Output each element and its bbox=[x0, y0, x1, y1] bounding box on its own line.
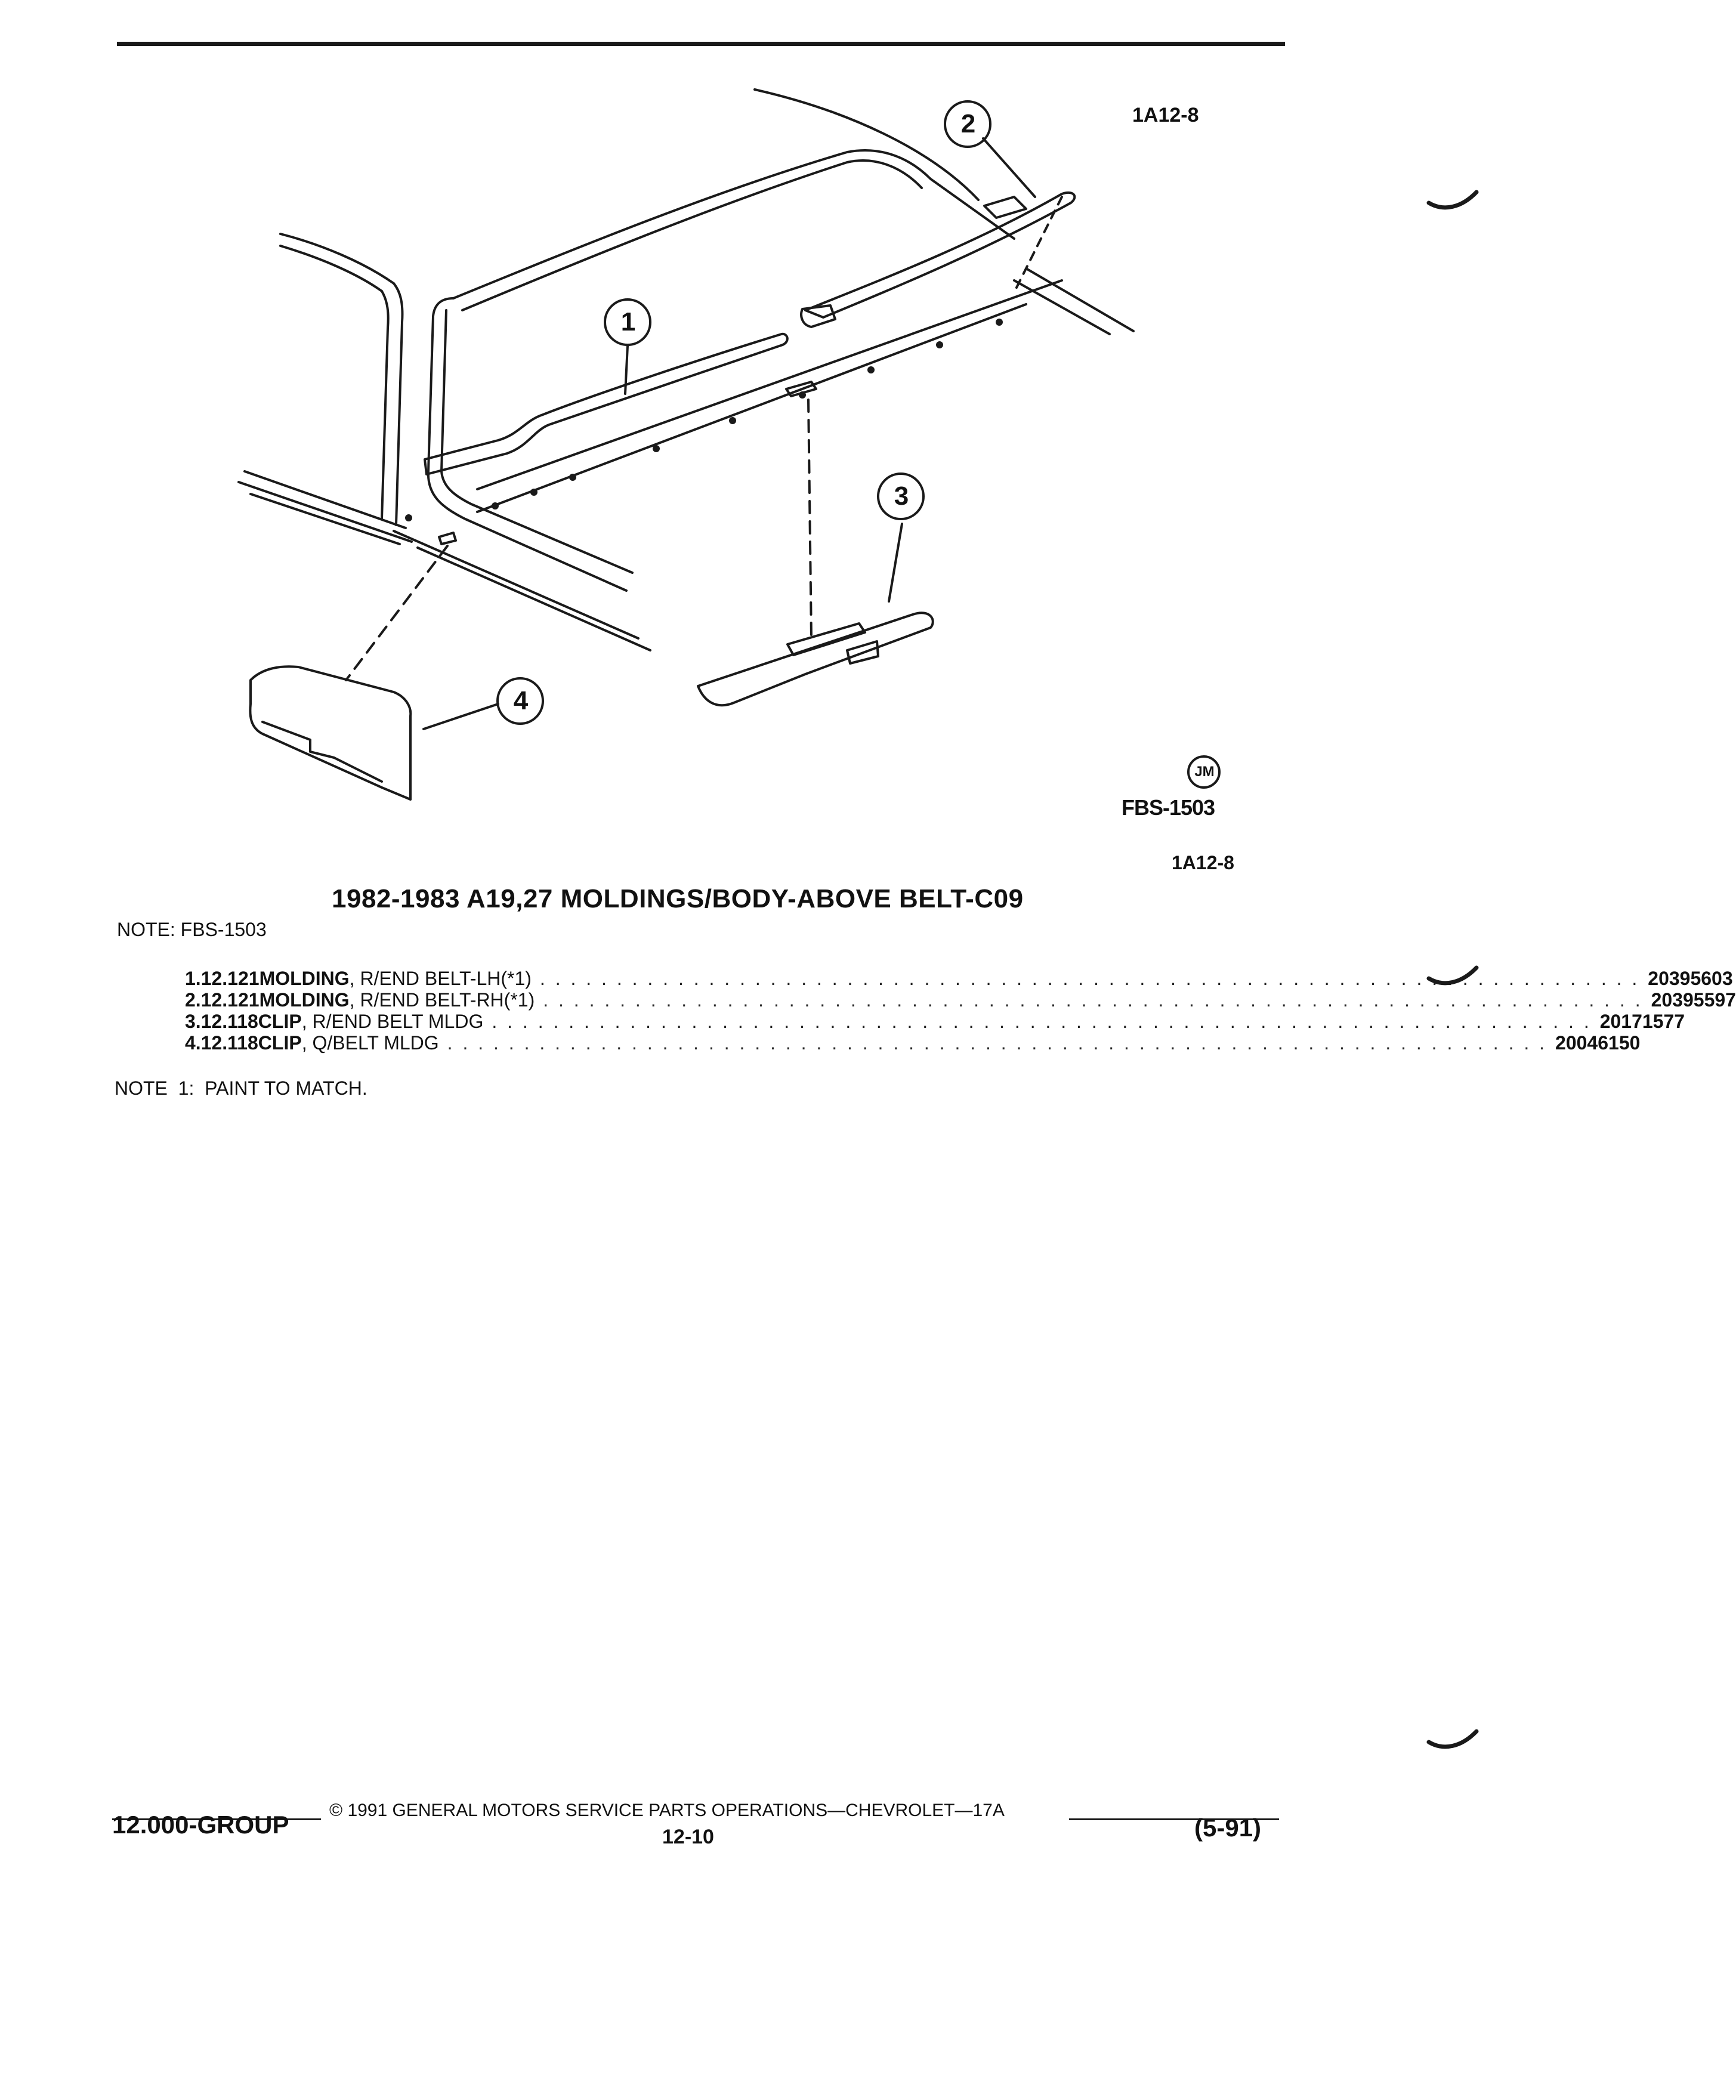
clip-3 bbox=[698, 613, 933, 705]
footnote: NOTE 1: PAINT TO MATCH. bbox=[115, 1077, 367, 1099]
clip-4 bbox=[250, 666, 410, 799]
part-number: 20395597 bbox=[1651, 989, 1736, 1011]
group-label: 12.000-GROUP bbox=[112, 1811, 289, 1839]
top-rule bbox=[117, 42, 1285, 46]
group-number: 12.118 bbox=[200, 1011, 258, 1032]
section-note: NOTE: FBS-1503 bbox=[117, 919, 267, 940]
parts-illustration bbox=[197, 78, 1271, 829]
belt-line-body-2 bbox=[418, 548, 650, 650]
revision-date: (5-91) bbox=[1194, 1814, 1262, 1842]
leader-dots: . . . . . . . . . . . . . . . . . . . . . . . . . . . . . . . . . . . . . . . . . . . . . . . . . . . . . . . . . . . . . . . . . . . . . . . . bbox=[492, 1011, 1592, 1032]
c-pillar bbox=[394, 283, 402, 525]
backlight-frame-top bbox=[453, 150, 1014, 298]
part-name: CLIP bbox=[258, 1032, 302, 1054]
item-number: 3. bbox=[185, 1011, 201, 1032]
backlight-frame-inner bbox=[462, 160, 922, 310]
belt-channel-upper bbox=[477, 280, 1062, 489]
leader-clip-4 bbox=[346, 546, 447, 680]
group-number: 12.118 bbox=[200, 1032, 258, 1054]
molding-lh bbox=[425, 334, 787, 474]
part-number: 20395603 bbox=[1648, 968, 1733, 989]
part-number: 20046150 bbox=[1555, 1032, 1641, 1054]
quarter-line-2 bbox=[239, 482, 412, 542]
side-window-top-2 bbox=[280, 246, 382, 291]
part-name: CLIP bbox=[258, 1011, 302, 1032]
arrow-1 bbox=[625, 346, 628, 394]
belt-line-body bbox=[394, 531, 638, 638]
leader-dots: . . . . . . . . . . . . . . . . . . . . . . . . . . . . . . . . . . . . . . . . . . . . . . . . . . . . . . . . . . . . . . . . . . . . . . . . bbox=[543, 989, 1643, 1011]
page-number: 12-10 bbox=[662, 1826, 714, 1848]
leader-dots: . . . . . . . . . . . . . . . . . . . . . . . . . . . . . . . . . . . . . . . . . . . . . . . . . . . . . . . . . . . . . . . . . . . . . . . . bbox=[539, 968, 1640, 989]
c-pillar-inner bbox=[382, 291, 388, 519]
item-number: 1. bbox=[185, 968, 201, 989]
item-number: 4. bbox=[185, 1032, 201, 1054]
deck-line bbox=[1026, 268, 1133, 331]
jm-logo-text: JM bbox=[1194, 764, 1215, 780]
arrow-2 bbox=[983, 138, 1035, 197]
part-description: , R/END BELT-RH(*1) bbox=[349, 989, 535, 1011]
parts-row bbox=[185, 1032, 1641, 1054]
molding-rh bbox=[805, 193, 1074, 317]
molding-rh-tab bbox=[984, 197, 1026, 218]
channel-clip-2 bbox=[439, 533, 456, 544]
leader-clip-3 bbox=[808, 400, 811, 638]
leader-dots: . . . . . . . . . . . . . . . . . . . . . . . . . . . . . . . . . . . . . . . . . . . . . . . . . . . . . . . . . . . . . . . . . . . . . . . . bbox=[447, 1032, 1547, 1054]
backlight-inner-side bbox=[441, 310, 632, 573]
section-title: 1982-1983 A19,27 MOLDINGS/BODY-ABOVE BELT-C09 bbox=[332, 884, 1024, 913]
parts-row bbox=[185, 968, 1733, 989]
ref-code-top: 1A12-8 bbox=[1132, 104, 1199, 126]
parts-row bbox=[185, 1011, 1685, 1032]
figure-code: FBS-1503 bbox=[1122, 795, 1215, 820]
backlight-outer bbox=[428, 298, 626, 591]
arrow-3 bbox=[889, 524, 902, 601]
parts-list bbox=[185, 968, 1736, 1054]
binder-mark-middle bbox=[1426, 955, 1479, 990]
part-number: 20171577 bbox=[1599, 1011, 1685, 1032]
callout-2: 2 bbox=[960, 109, 976, 138]
group-number: 12.121 bbox=[200, 989, 260, 1011]
molding-fasteners bbox=[405, 319, 1003, 521]
parts-row bbox=[185, 989, 1736, 1011]
binder-mark-bottom bbox=[1426, 1718, 1479, 1754]
ref-code-bottom: 1A12-8 bbox=[1172, 852, 1234, 873]
callout-1: 1 bbox=[620, 307, 636, 336]
arrow-4 bbox=[424, 704, 498, 729]
side-window-top bbox=[280, 234, 394, 283]
callout-3: 3 bbox=[894, 481, 909, 511]
part-name: MOLDING bbox=[259, 968, 350, 989]
item-number: 2. bbox=[185, 989, 201, 1011]
group-number: 12.121 bbox=[200, 968, 260, 989]
binder-mark-top bbox=[1426, 179, 1479, 215]
callout-4: 4 bbox=[513, 686, 529, 715]
part-description: , Q/BELT MLDG bbox=[301, 1032, 439, 1054]
part-description: , R/END BELT-LH(*1) bbox=[349, 968, 532, 989]
copyright-line: © 1991 GENERAL MOTORS SERVICE PARTS OPERATIONS—CHEVROLET—17A bbox=[329, 1801, 1005, 1820]
part-description: , R/END BELT MLDG bbox=[301, 1011, 484, 1032]
clip-4-detail bbox=[262, 722, 382, 782]
part-name: MOLDING bbox=[259, 989, 350, 1011]
